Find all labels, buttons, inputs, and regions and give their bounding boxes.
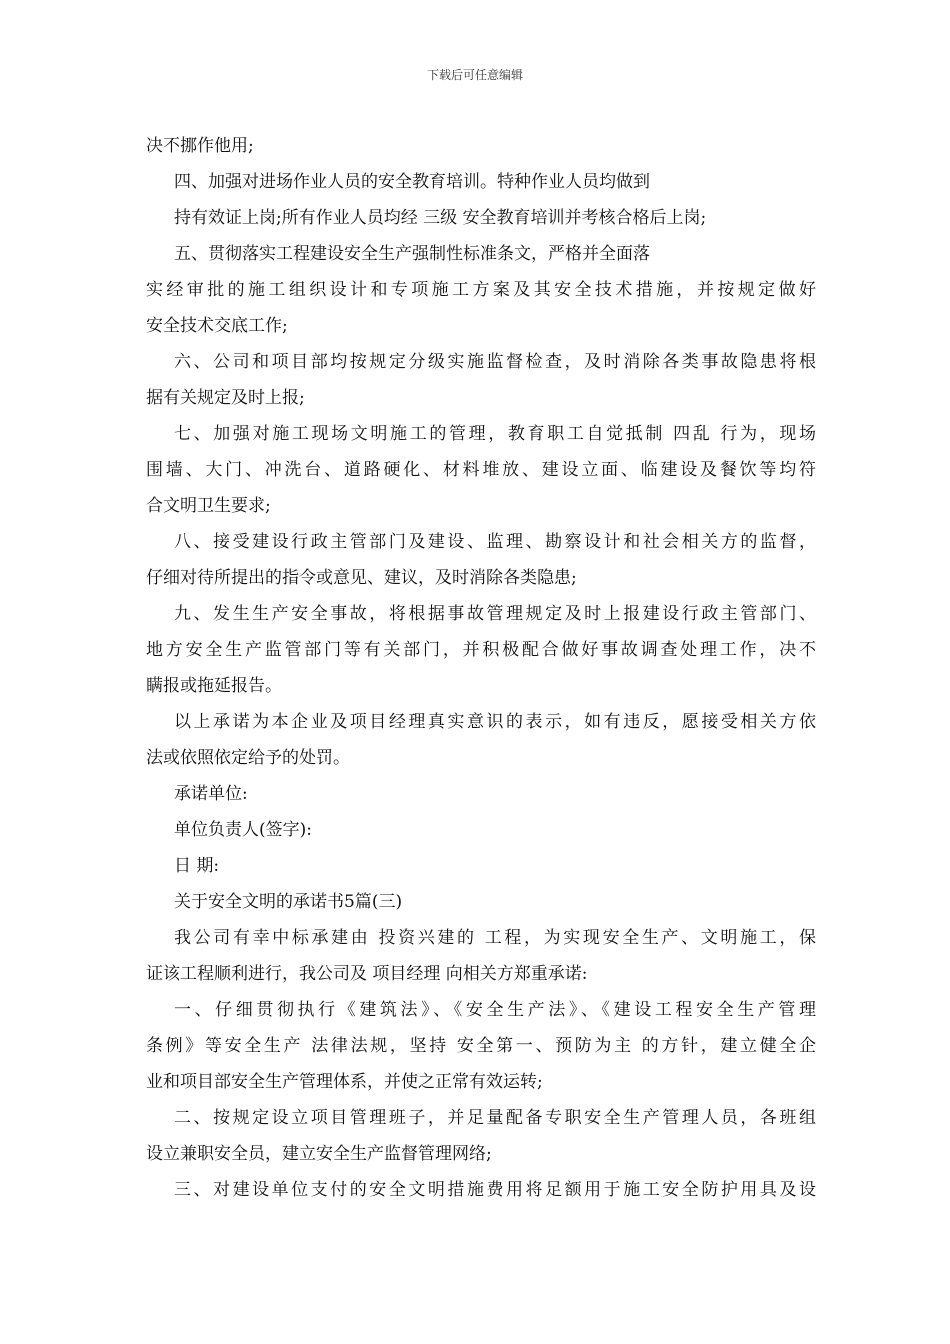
text-line: 承诺单位: <box>174 784 248 804</box>
text-line: 三、对建设单位支付的安全文明措施费用将足额用于施工安全防护用具及设 <box>174 1180 816 1200</box>
text-line: 日 期: <box>174 856 220 876</box>
text-line: 设立兼职安全员，建立安全生产监督管理网络; <box>146 1144 492 1164</box>
text-line: 关于安全文明的承诺书5篇(三) <box>174 892 403 912</box>
text-line: 二、按规定设立项目管理班子，并足量配备专职安全生产管理人员，各班组 <box>174 1108 816 1128</box>
text-line: 条例》等安全生产 法律法规，坚持 安全第一、预防为主 的方针，建立健全企 <box>146 1036 816 1056</box>
text-line: 决不挪作他用; <box>146 136 254 156</box>
text-line: 持有效证上岗;所有作业人员均经 三级 安全教育培训并考核合格后上岗; <box>174 208 707 228</box>
text-line: 八、接受建设行政主管部门及建设、监理、勘察设计和社会相关方的监督， <box>174 532 816 552</box>
text-line: 地方安全生产监管部门等有关部门，并积极配合做好事故调查处理工作，决不 <box>146 640 816 660</box>
text-line: 证该工程顺利进行，我公司及 项目经理 向相关方郑重承诺: <box>146 964 588 984</box>
text-line: 安全技术交底工作; <box>146 316 288 336</box>
text-line: 四、加强对进场作业人员的安全教育培训。特种作业人员均做到 <box>174 172 650 192</box>
text-line: 瞒报或拖延报告。 <box>146 676 282 696</box>
document-body <box>146 128 816 1208</box>
text-line: 以上承诺为本企业及项目经理真实意识的表示，如有违反，愿接受相关方依 <box>174 712 816 732</box>
text-line: 合文明卫生要求; <box>146 496 271 516</box>
text-line: 七、加强对施工现场文明施工的管理，教育职工自觉抵制 四乱 行为，现场 <box>174 424 816 444</box>
text-line: 实经审批的施工组织设计和专项施工方案及其安全技术措施，并按规定做好 <box>146 280 816 300</box>
text-line: 一、仔细贯彻执行《建筑法》、《安全生产法》、《建设工程安全生产管理 <box>174 1000 816 1020</box>
text-line: 围墙、大门、冲洗台、道路硬化、材料堆放、建设立面、临建设及餐饮等均符 <box>146 460 816 480</box>
text-line: 法或依照依定给予的处罚。 <box>146 748 350 768</box>
text-line: 仔细对待所提出的指令或意见、建议，及时消除各类隐患; <box>146 568 577 588</box>
text-line: 据有关规定及时上报; <box>146 388 305 408</box>
text-line: 我公司有幸中标承建由 投资兴建的 工程，为实现安全生产、文明施工，保 <box>174 928 816 948</box>
text-line: 六、公司和项目部均按规定分级实施监督检查，及时消除各类事故隐患将根 <box>174 352 816 372</box>
page-header: 下载后可任意编辑 <box>426 68 523 82</box>
text-line: 九、发生生产安全事故，将根据事故管理规定及时上报建设行政主管部门、 <box>174 604 816 624</box>
text-line: 业和项目部安全生产管理体系，并使之正常有效运转; <box>146 1072 543 1092</box>
text-line: 五、贯彻落实工程建设安全生产强制性标准条文，严格并全面落 <box>174 244 650 264</box>
text-line: 单位负责人(签字): <box>174 820 312 840</box>
